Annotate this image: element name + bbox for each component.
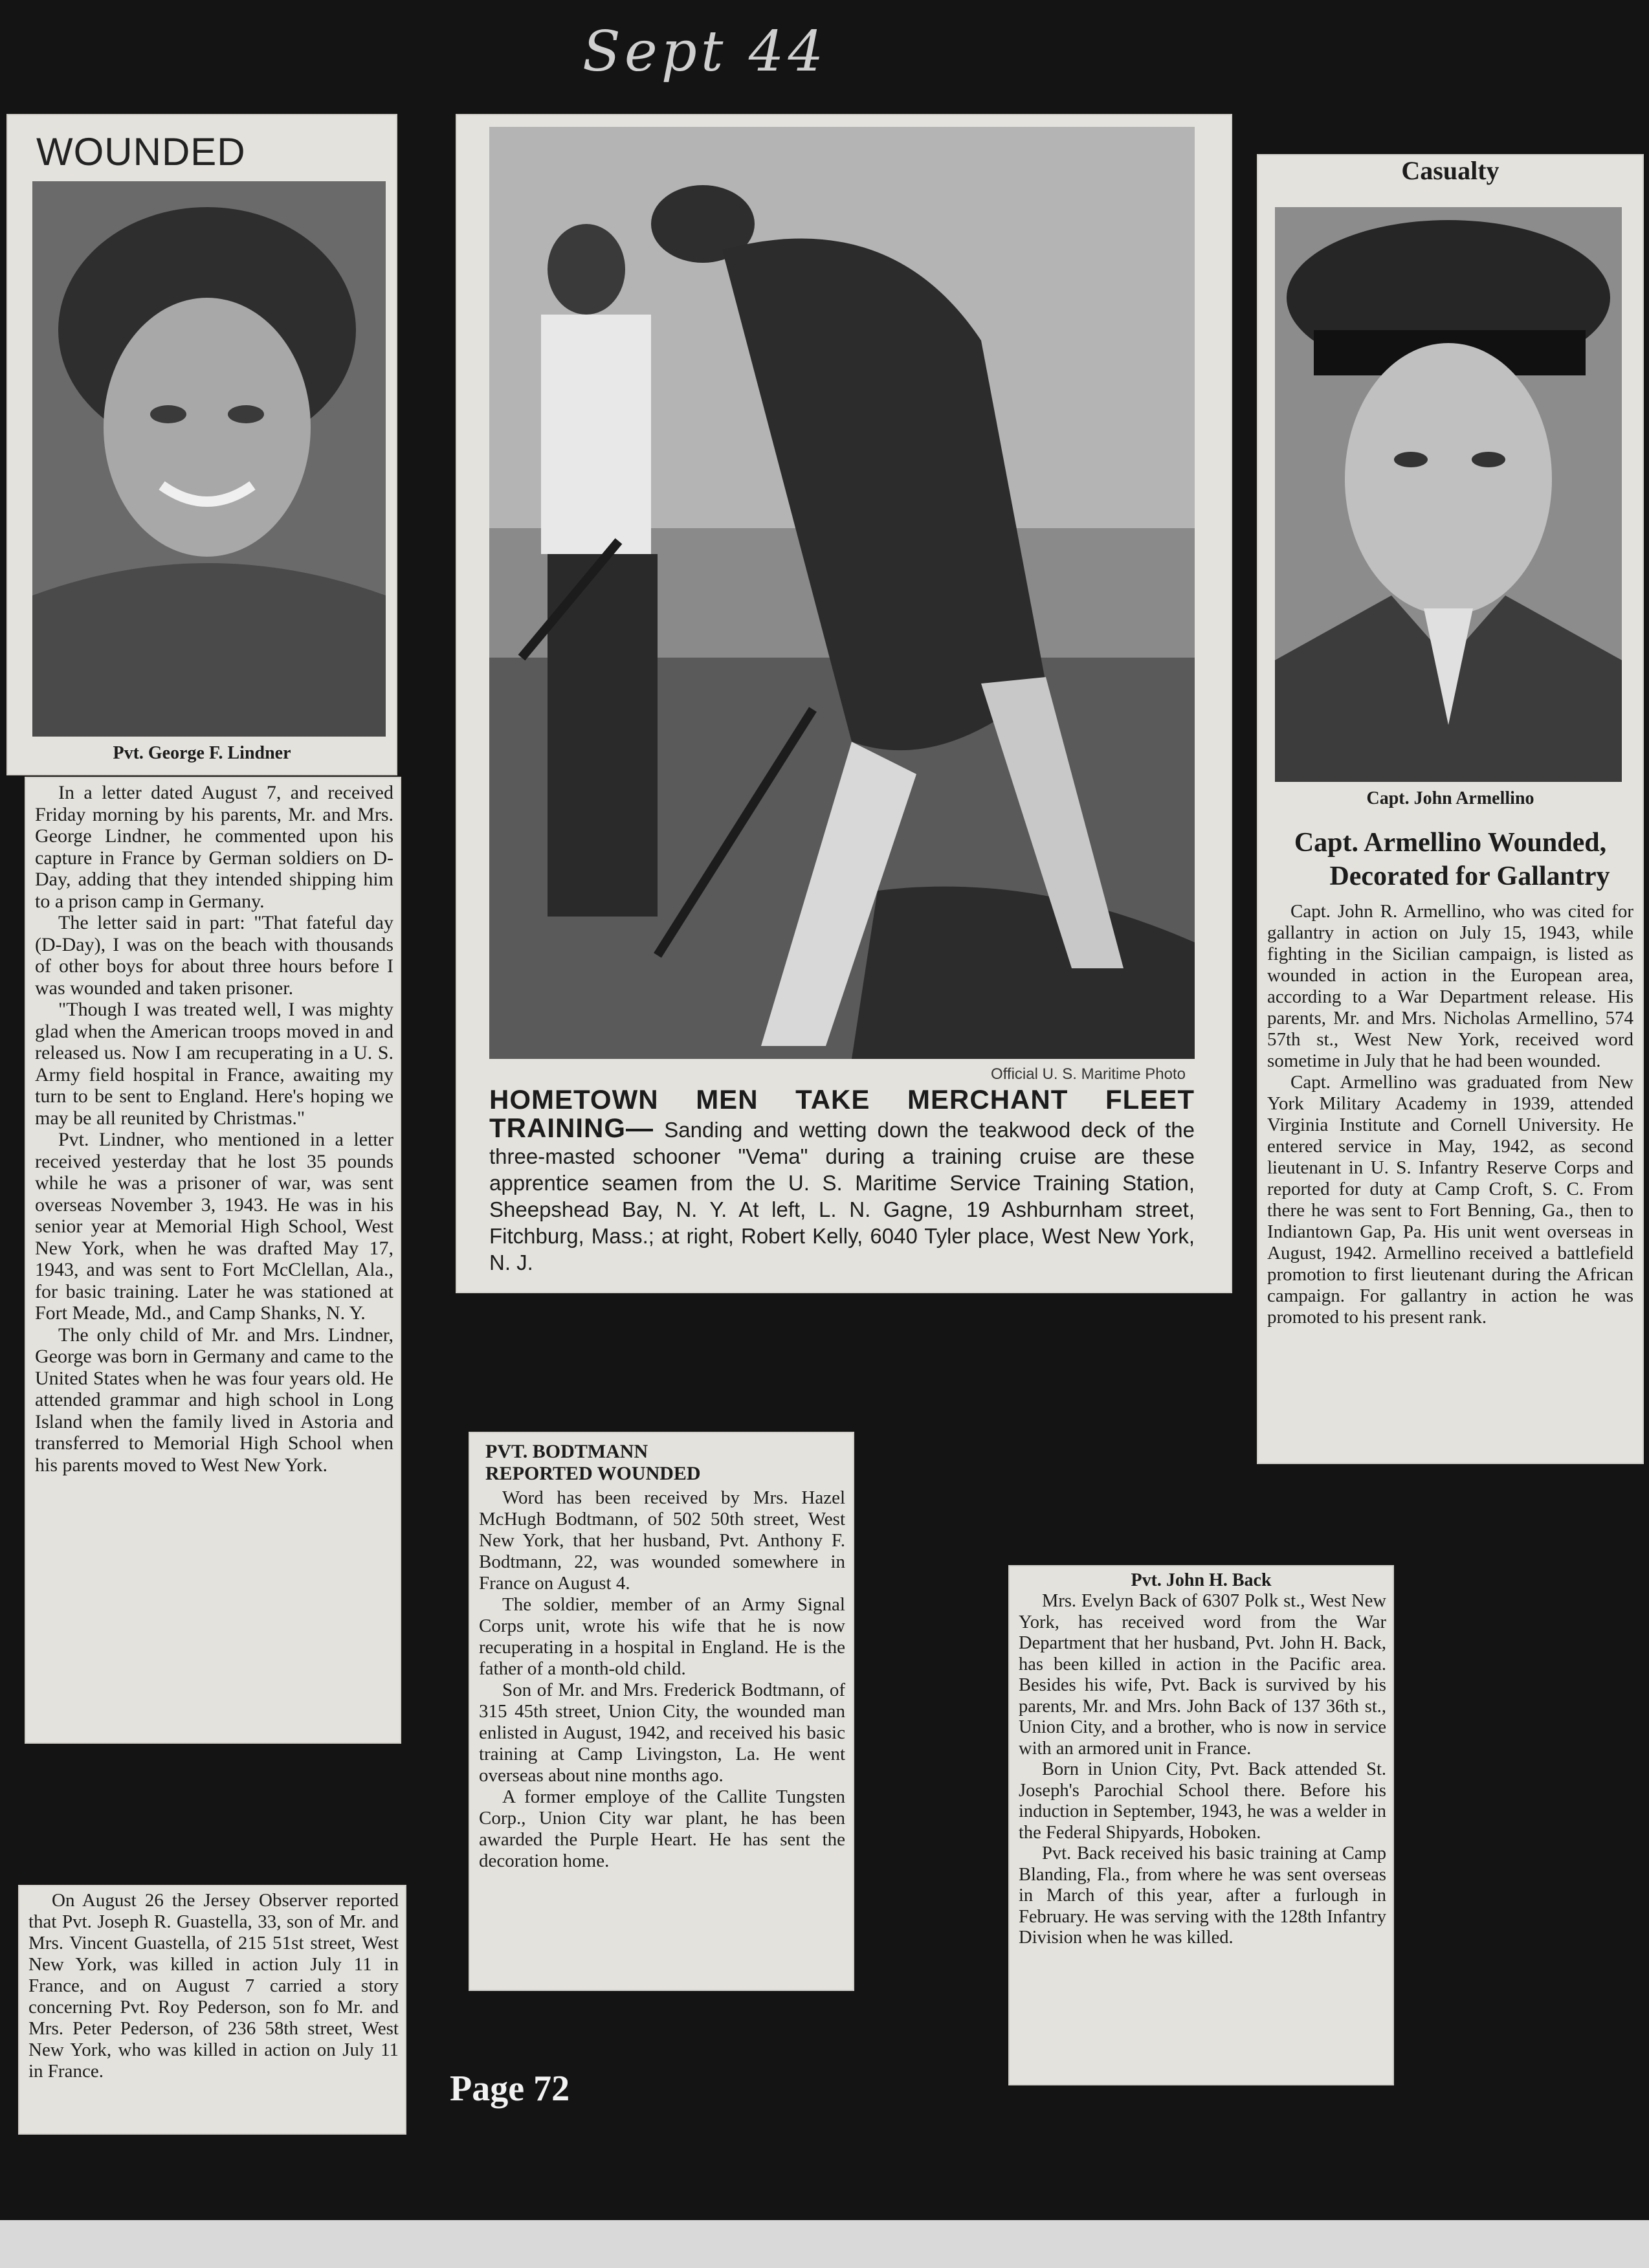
merchant-fleet-photo: [489, 127, 1195, 1059]
lindner-article: [26, 778, 400, 1742]
back-headline: Pvt. John H. Back: [1131, 1570, 1272, 1590]
back-paragraph: Mrs. Evelyn Back of 6307 Polk st., West New York, has received word from the War Department that her husband, Pvt. John H. Back, has been killed in action in the Pacific area. Besides his wife, Pvt. Back is survived by his parents, Mr. and Mrs. John Back of 137 36th st., Union City, and a brother, who is now in service with an armored unit in France.: [1019, 1591, 1386, 1759]
casualty-header: Casualty: [1401, 156, 1500, 185]
back-article-text: [1010, 1591, 1393, 1949]
lindner-article-text: [26, 778, 400, 1476]
armellino-photo: [1275, 207, 1622, 782]
lindner-photo: [32, 181, 386, 737]
bodtmann-headline-line-1: PVT. BODTMANN: [485, 1441, 648, 1462]
armellino-headline: [1258, 826, 1643, 893]
page-number: Page 72: [450, 2069, 570, 2109]
armellino-photo-caption: Capt. John Armellino: [1366, 788, 1534, 808]
page-bottom-edge: [0, 2220, 1649, 2268]
lindner-photo-caption: Pvt. George F. Lindner: [113, 743, 291, 763]
back-paragraph: Pvt. Back received his basic training at Camp Blanding, Fla., from where he was sent overseas in March of this year, after a furlough in February. He was serving with the 128th Infantry Division when he was killed.: [1019, 1843, 1386, 1948]
armellino-paragraph: Capt. John R. Armellino, who was cited for gallantry in action on July 15, 1943, while fighting in the Sicilian campaign, is listed as wounded in action in the European area, according to a War Department release. His parents, Mr. and Mrs. Nicholas Armellino, 574 57th st., West New York, received word sometime in July that he had been wounded.: [1267, 901, 1633, 1071]
bodtmann-paragraph: Son of Mr. and Mrs. Frederick Bodtmann, of 315 45th street, Union City, the wounded man enlisted in August, 1942, and received his basic training at Camp Livingston, La. He went overseas about nine months ago.: [479, 1680, 845, 1786]
merchant-fleet-caption: [489, 1086, 1195, 1276]
bodtmann-paragraph: A former employe of the Callite Tungsten Corp., Union City war plant, he has been awarded the Purple Heart. He has sent the decoration home.: [479, 1786, 845, 1871]
lindner-paragraph: "Though I was treated well, I was mighty glad when the American troops moved in and released us. Now I am recuperating in a U. S. Army field hospital in France, awaiting my turn to be sent to England. Here's hoping we may be all reunited by Christmas.": [35, 999, 393, 1129]
casualty-clipping: [1258, 155, 1643, 1463]
armellino-headline-line-2: Decorated for Gallantry: [1329, 862, 1610, 891]
lindner-paragraph: In a letter dated August 7, and received Friday morning by his parents, Mr. and Mrs. George Lindner, he commented upon his capture in France by German soldiers on D-Day, adding that they intended shipping him to a prison camp in Germany.: [35, 782, 393, 912]
bodtmann-paragraph: Word has been received by Mrs. Hazel McHugh Bodtmann, of 502 50th street, West New York, that her husband, Pvt. Anthony F. Bodtmann, 22, was wounded somewhere in France on August 4.: [479, 1487, 845, 1594]
lindner-paragraph: The only child of Mr. and Mrs. Lindner, George was born in Germany and came to the United States when he was four years old. He attended grammar and high school in Long Island when the family lived in Astoria and transferred to Memorial High School when his parents moved to West New York.: [35, 1324, 393, 1476]
armellino-headline-line-1: Capt. Armellino Wounded,: [1294, 828, 1607, 858]
armellino-article-text: [1267, 901, 1633, 1328]
wounded-header: WOUNDED: [36, 130, 246, 173]
armellino-paragraph: Capt. Armellino was graduated from New York Military Academy in 1939, attended Virginia Institute and Cornell University. He entered service in May, 1942, as second lieutenant in U. S. Infantry Reserve Corps and reported for duty at Camp Croft, S. C. From there he was sent to Fort Benning, Ga., then to Indiantown Gap, Pa. His unit went overseas in August, 1942. Armellino received a battlefield promotion to first lieutenant during the African campaign. For gallantry in action he was promoted to his present rank.: [1267, 1072, 1633, 1328]
bodtmann-headline: [470, 1433, 853, 1487]
bodtmann-headline-line-2: REPORTED WOUNDED: [485, 1463, 701, 1484]
lindner-paragraph: The letter said in part: "That fateful day (D-Day), I was on the beach with thousands of other boys for about three hours before I was wounded and taken prisoner.: [35, 912, 393, 999]
lindner-paragraph: Pvt. Lindner, who mentioned in a letter received yesterday that he lost 35 pounds while he was a prisoner of war, was sent overseas November 3, 1943. He was in his senior year at Memorial High School, West New York, when he was drafted May 17, 1943, and was sent to Fort McClellan, Ala., for basic training. Later he was stationed at Fort Meade, Md., and Camp Shanks, N. Y.: [35, 1129, 393, 1324]
merchant-fleet-clipping: [457, 115, 1231, 1292]
handwritten-date: Sept 44: [582, 19, 828, 84]
wounded-clipping: [8, 115, 396, 774]
guastella-article-text: [19, 1886, 405, 2082]
bodtmann-article-text: [470, 1487, 853, 1872]
bodtmann-paragraph: The soldier, member of an Army Signal Corps unit, wrote his wife that he is now recuperating in a hospital in England. He is the father of a month-old child.: [479, 1594, 845, 1679]
bodtmann-clipping: [470, 1433, 853, 1990]
photo-credit: Official U. S. Maritime Photo: [991, 1065, 1186, 1083]
back-paragraph: Born in Union City, Pvt. Back attended St. Joseph's Parochial School there. Before his induction in September, 1943, he was a welder in the Federal Shipyards, Hoboken.: [1019, 1759, 1386, 1843]
back-clipping: [1010, 1566, 1393, 2084]
guastella-clipping: [19, 1886, 405, 2133]
merchant-fleet-headline: HOMETOWN MEN TAKE MERCHANT FLEET TRAINING—: [489, 1084, 1195, 1143]
merchant-fleet-caption-text: Sanding and wetting down the teakwood deck of the three-masted schooner "Vema" during a training cruise are these apprentice seamen from the U. S. Maritime Service Training Station, Sheepshead Bay, N. Y. At left, L. N. Gagne, 19 Ashburnham street, Fitchburg, Mass.; at right, Robert Kelly, 6040 Tyler place, West New York, N. J.: [489, 1118, 1195, 1274]
guastella-paragraph: On August 26 the Jersey Observer reported that Pvt. Joseph R. Guastella, 33, son of Mr. and Mrs. Vincent Guastella, of 215 51st street, West New York, was killed in action July 11 in France, and on August 7 carried a story concerning Pvt. Roy Pederson, son fo Mr. and Mrs. Peter Pederson, of 236 58th street, West New York, who was killed in action on July 11 in France.: [28, 1890, 399, 2082]
